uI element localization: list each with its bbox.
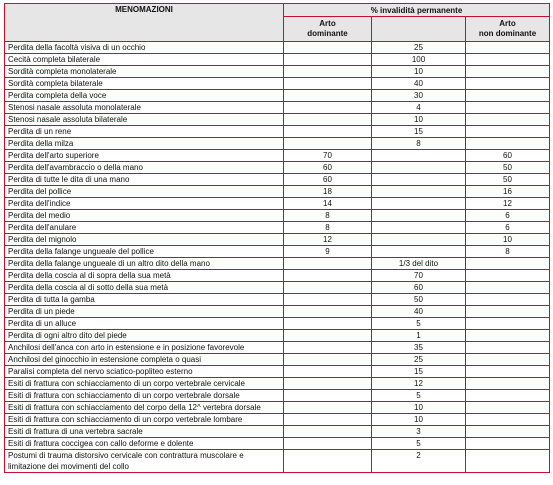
row-value-arto-dominante — [284, 114, 372, 126]
table-body — [5, 42, 550, 473]
row-value-arto-dominante: 60 — [284, 174, 372, 186]
table-row — [5, 306, 550, 318]
row-value-arto-dominante — [284, 54, 372, 66]
row-value-general: 10 — [372, 414, 466, 426]
row-value-arto-non-dominante: 12 — [466, 198, 550, 210]
row-label: Perdita del medio — [5, 210, 284, 222]
row-label: Perdita della coscia al di sopra della sua metà — [5, 270, 284, 282]
table-row — [5, 150, 550, 162]
row-label: Esiti di frattura con schiacciamento del corpo della 12^ vertebra dorsale — [5, 402, 284, 414]
row-value-arto-non-dominante — [466, 78, 550, 90]
row-label: Perdita della milza — [5, 138, 284, 150]
row-value-arto-non-dominante — [466, 366, 550, 378]
row-label: Esiti di frattura coccigea con callo deforme e dolente — [5, 438, 284, 450]
row-value-arto-dominante — [284, 78, 372, 90]
row-value-arto-dominante — [284, 450, 372, 473]
row-value-arto-non-dominante — [466, 282, 550, 294]
row-value-general — [372, 210, 466, 222]
invalidity-table-container — [4, 3, 549, 473]
row-label: Esiti di frattura con schiacciamento di un corpo vertebrale cervicale — [5, 378, 284, 390]
row-label: Cecità completa bilaterale — [5, 54, 284, 66]
table-row — [5, 54, 550, 66]
row-value-arto-dominante — [284, 378, 372, 390]
row-value-arto-dominante — [284, 366, 372, 378]
row-value-arto-dominante — [284, 138, 372, 150]
row-value-arto-non-dominante — [466, 306, 550, 318]
row-value-arto-non-dominante — [466, 414, 550, 426]
table-row — [5, 66, 550, 78]
row-value-general: 5 — [372, 390, 466, 402]
row-value-general: 25 — [372, 354, 466, 366]
row-value-arto-non-dominante — [466, 342, 550, 354]
row-value-general: 35 — [372, 342, 466, 354]
row-label: Perdita dell'avambraccio o della mano — [5, 162, 284, 174]
table-row — [5, 258, 550, 270]
row-value-arto-dominante: 18 — [284, 186, 372, 198]
row-value-general: 50 — [372, 294, 466, 306]
row-value-general: 15 — [372, 126, 466, 138]
row-value-arto-non-dominante: 16 — [466, 186, 550, 198]
table-row — [5, 390, 550, 402]
row-value-general: 4 — [372, 102, 466, 114]
row-value-general: 30 — [372, 90, 466, 102]
row-label: Perdita della coscia al di sotto della sua metà — [5, 282, 284, 294]
row-value-arto-dominante — [284, 66, 372, 78]
row-value-arto-dominante: 8 — [284, 210, 372, 222]
row-value-arto-non-dominante: 50 — [466, 162, 550, 174]
row-label: Anchilosi del ginocchio in estensione completa o quasi — [5, 354, 284, 366]
row-value-arto-non-dominante — [466, 42, 550, 54]
table-row — [5, 270, 550, 282]
row-label: Stenosi nasale assoluta bilaterale — [5, 114, 284, 126]
row-value-general: 25 — [372, 42, 466, 54]
row-value-arto-non-dominante — [466, 450, 550, 473]
table-row — [5, 438, 550, 450]
row-value-arto-non-dominante: 6 — [466, 222, 550, 234]
table-row — [5, 162, 550, 174]
row-value-arto-dominante — [284, 270, 372, 282]
table-row — [5, 282, 550, 294]
row-value-general: 12 — [372, 378, 466, 390]
row-label: Paralisi completa del nervo sciatico-popliteo esterno — [5, 366, 284, 378]
row-label: Perdita di un piede — [5, 306, 284, 318]
row-label: Perdita di ogni altro dito del piede — [5, 330, 284, 342]
table-row — [5, 198, 550, 210]
table-row — [5, 402, 550, 414]
row-label: Perdita del mignolo — [5, 234, 284, 246]
row-value-general: 1 — [372, 330, 466, 342]
table-row — [5, 90, 550, 102]
row-value-arto-non-dominante — [466, 318, 550, 330]
row-value-arto-dominante — [284, 282, 372, 294]
row-value-general: 15 — [372, 366, 466, 378]
row-value-general: 10 — [372, 114, 466, 126]
subheader-arto-dominante-text: Arto dominante — [307, 19, 348, 38]
row-label: Perdita dell'indice — [5, 198, 284, 210]
row-value-arto-dominante — [284, 426, 372, 438]
row-value-arto-dominante: 9 — [284, 246, 372, 258]
row-label: Esiti di frattura con schiacciamento di un corpo vertebrale dorsale — [5, 390, 284, 402]
row-label: Perdita di un rene — [5, 126, 284, 138]
row-value-general: 8 — [372, 138, 466, 150]
row-value-arto-dominante — [284, 318, 372, 330]
row-value-arto-non-dominante — [466, 138, 550, 150]
table-row — [5, 414, 550, 426]
row-value-arto-dominante: 60 — [284, 162, 372, 174]
row-value-arto-dominante — [284, 390, 372, 402]
table-row — [5, 246, 550, 258]
row-value-arto-non-dominante — [466, 102, 550, 114]
row-value-arto-dominante — [284, 42, 372, 54]
table-row — [5, 114, 550, 126]
row-label: Esiti di frattura di una vertebra sacrale — [5, 426, 284, 438]
table-row — [5, 174, 550, 186]
row-value-arto-non-dominante: 50 — [466, 174, 550, 186]
row-value-general — [372, 186, 466, 198]
table-row — [5, 318, 550, 330]
row-value-arto-non-dominante — [466, 114, 550, 126]
subheader-arto-non-dominante-text: Arto non dominante — [478, 19, 537, 38]
row-label: Perdita del pollice — [5, 186, 284, 198]
row-label: Perdita di tutte le dita di una mano — [5, 174, 284, 186]
row-label: Sordità completa bilaterale — [5, 78, 284, 90]
row-label: Perdita dell'arto superiore — [5, 150, 284, 162]
row-value-arto-dominante — [284, 354, 372, 366]
row-value-general: 60 — [372, 282, 466, 294]
row-value-general: 10 — [372, 402, 466, 414]
table-row — [5, 426, 550, 438]
row-value-arto-dominante — [284, 294, 372, 306]
row-value-general — [372, 234, 466, 246]
table-header-row — [5, 4, 550, 17]
table-row — [5, 78, 550, 90]
row-value-arto-dominante: 12 — [284, 234, 372, 246]
row-value-arto-dominante: 70 — [284, 150, 372, 162]
table-row — [5, 294, 550, 306]
row-value-arto-dominante — [284, 342, 372, 354]
row-value-arto-non-dominante — [466, 270, 550, 282]
row-label: Anchilosi dell'anca con arto in estensione e in posizione favorevole — [5, 342, 284, 354]
row-label: Perdita della falange ungueale del pollice — [5, 246, 284, 258]
row-label: Postumi di trauma distorsivo cervicale con contrattura muscolare e limitazione dei movimenti del collo — [5, 450, 284, 473]
row-value-arto-non-dominante — [466, 330, 550, 342]
header-invalidita-permanente: % invalidità permanente — [284, 4, 550, 17]
row-value-arto-non-dominante — [466, 390, 550, 402]
invalidity-table — [4, 3, 550, 473]
table-row — [5, 234, 550, 246]
row-value-arto-dominante — [284, 102, 372, 114]
row-value-arto-dominante — [284, 414, 372, 426]
row-value-general: 3 — [372, 426, 466, 438]
table-row — [5, 222, 550, 234]
row-value-general: 70 — [372, 270, 466, 282]
table-row — [5, 450, 550, 473]
row-value-general: 2 — [372, 450, 466, 473]
row-value-arto-dominante: 8 — [284, 222, 372, 234]
row-value-arto-dominante — [284, 402, 372, 414]
row-value-general — [372, 162, 466, 174]
row-value-arto-non-dominante — [466, 378, 550, 390]
row-label: Esiti di frattura con schiacciamento di un corpo vertebrale lombare — [5, 414, 284, 426]
table-row — [5, 378, 550, 390]
table-row — [5, 330, 550, 342]
row-value-arto-non-dominante — [466, 438, 550, 450]
row-value-general: 5 — [372, 318, 466, 330]
table-row — [5, 138, 550, 150]
table-row — [5, 126, 550, 138]
row-label: Perdita completa della voce — [5, 90, 284, 102]
row-value-arto-non-dominante — [466, 402, 550, 414]
row-value-arto-non-dominante: 6 — [466, 210, 550, 222]
row-value-arto-non-dominante — [466, 54, 550, 66]
row-label: Perdita della falange ungueale di un altro dito della mano — [5, 258, 284, 270]
row-value-arto-non-dominante: 8 — [466, 246, 550, 258]
table-row — [5, 210, 550, 222]
row-value-arto-dominante — [284, 258, 372, 270]
row-label: Stenosi nasale assoluta monolaterale — [5, 102, 284, 114]
row-label: Perdita della facoltà visiva di un occhio — [5, 42, 284, 54]
row-value-general — [372, 222, 466, 234]
row-value-arto-non-dominante — [466, 90, 550, 102]
row-label: Perdita di un alluce — [5, 318, 284, 330]
row-label: Sordità completa monolaterale — [5, 66, 284, 78]
header-menomazioni: MENOMAZIONI — [5, 4, 284, 42]
table-row — [5, 342, 550, 354]
table-row — [5, 102, 550, 114]
subheader-general — [372, 17, 466, 42]
row-value-general — [372, 174, 466, 186]
row-value-arto-dominante — [284, 126, 372, 138]
subheader-arto-non-dominante — [466, 17, 550, 42]
row-value-arto-non-dominante — [466, 126, 550, 138]
table-row — [5, 366, 550, 378]
row-label: Perdita dell'anulare — [5, 222, 284, 234]
row-value-general — [372, 246, 466, 258]
row-value-general: 5 — [372, 438, 466, 450]
row-value-general: 40 — [372, 306, 466, 318]
row-value-arto-non-dominante: 60 — [466, 150, 550, 162]
row-value-general — [372, 150, 466, 162]
row-value-arto-non-dominante — [466, 294, 550, 306]
row-value-arto-dominante — [284, 90, 372, 102]
row-value-arto-dominante: 14 — [284, 198, 372, 210]
row-value-arto-dominante — [284, 330, 372, 342]
row-value-arto-non-dominante — [466, 426, 550, 438]
row-value-arto-non-dominante — [466, 258, 550, 270]
row-value-arto-dominante — [284, 306, 372, 318]
row-label: Perdita di tutta la gamba — [5, 294, 284, 306]
table-row — [5, 186, 550, 198]
row-value-arto-non-dominante — [466, 66, 550, 78]
row-value-arto-dominante — [284, 438, 372, 450]
row-value-general: 10 — [372, 66, 466, 78]
row-value-general: 100 — [372, 54, 466, 66]
row-value-arto-non-dominante — [466, 354, 550, 366]
subheader-arto-dominante — [284, 17, 372, 42]
row-value-arto-non-dominante: 10 — [466, 234, 550, 246]
table-row — [5, 354, 550, 366]
row-value-general: 40 — [372, 78, 466, 90]
row-value-general — [372, 198, 466, 210]
table-row — [5, 42, 550, 54]
row-value-general: 1/3 del dito — [372, 258, 466, 270]
